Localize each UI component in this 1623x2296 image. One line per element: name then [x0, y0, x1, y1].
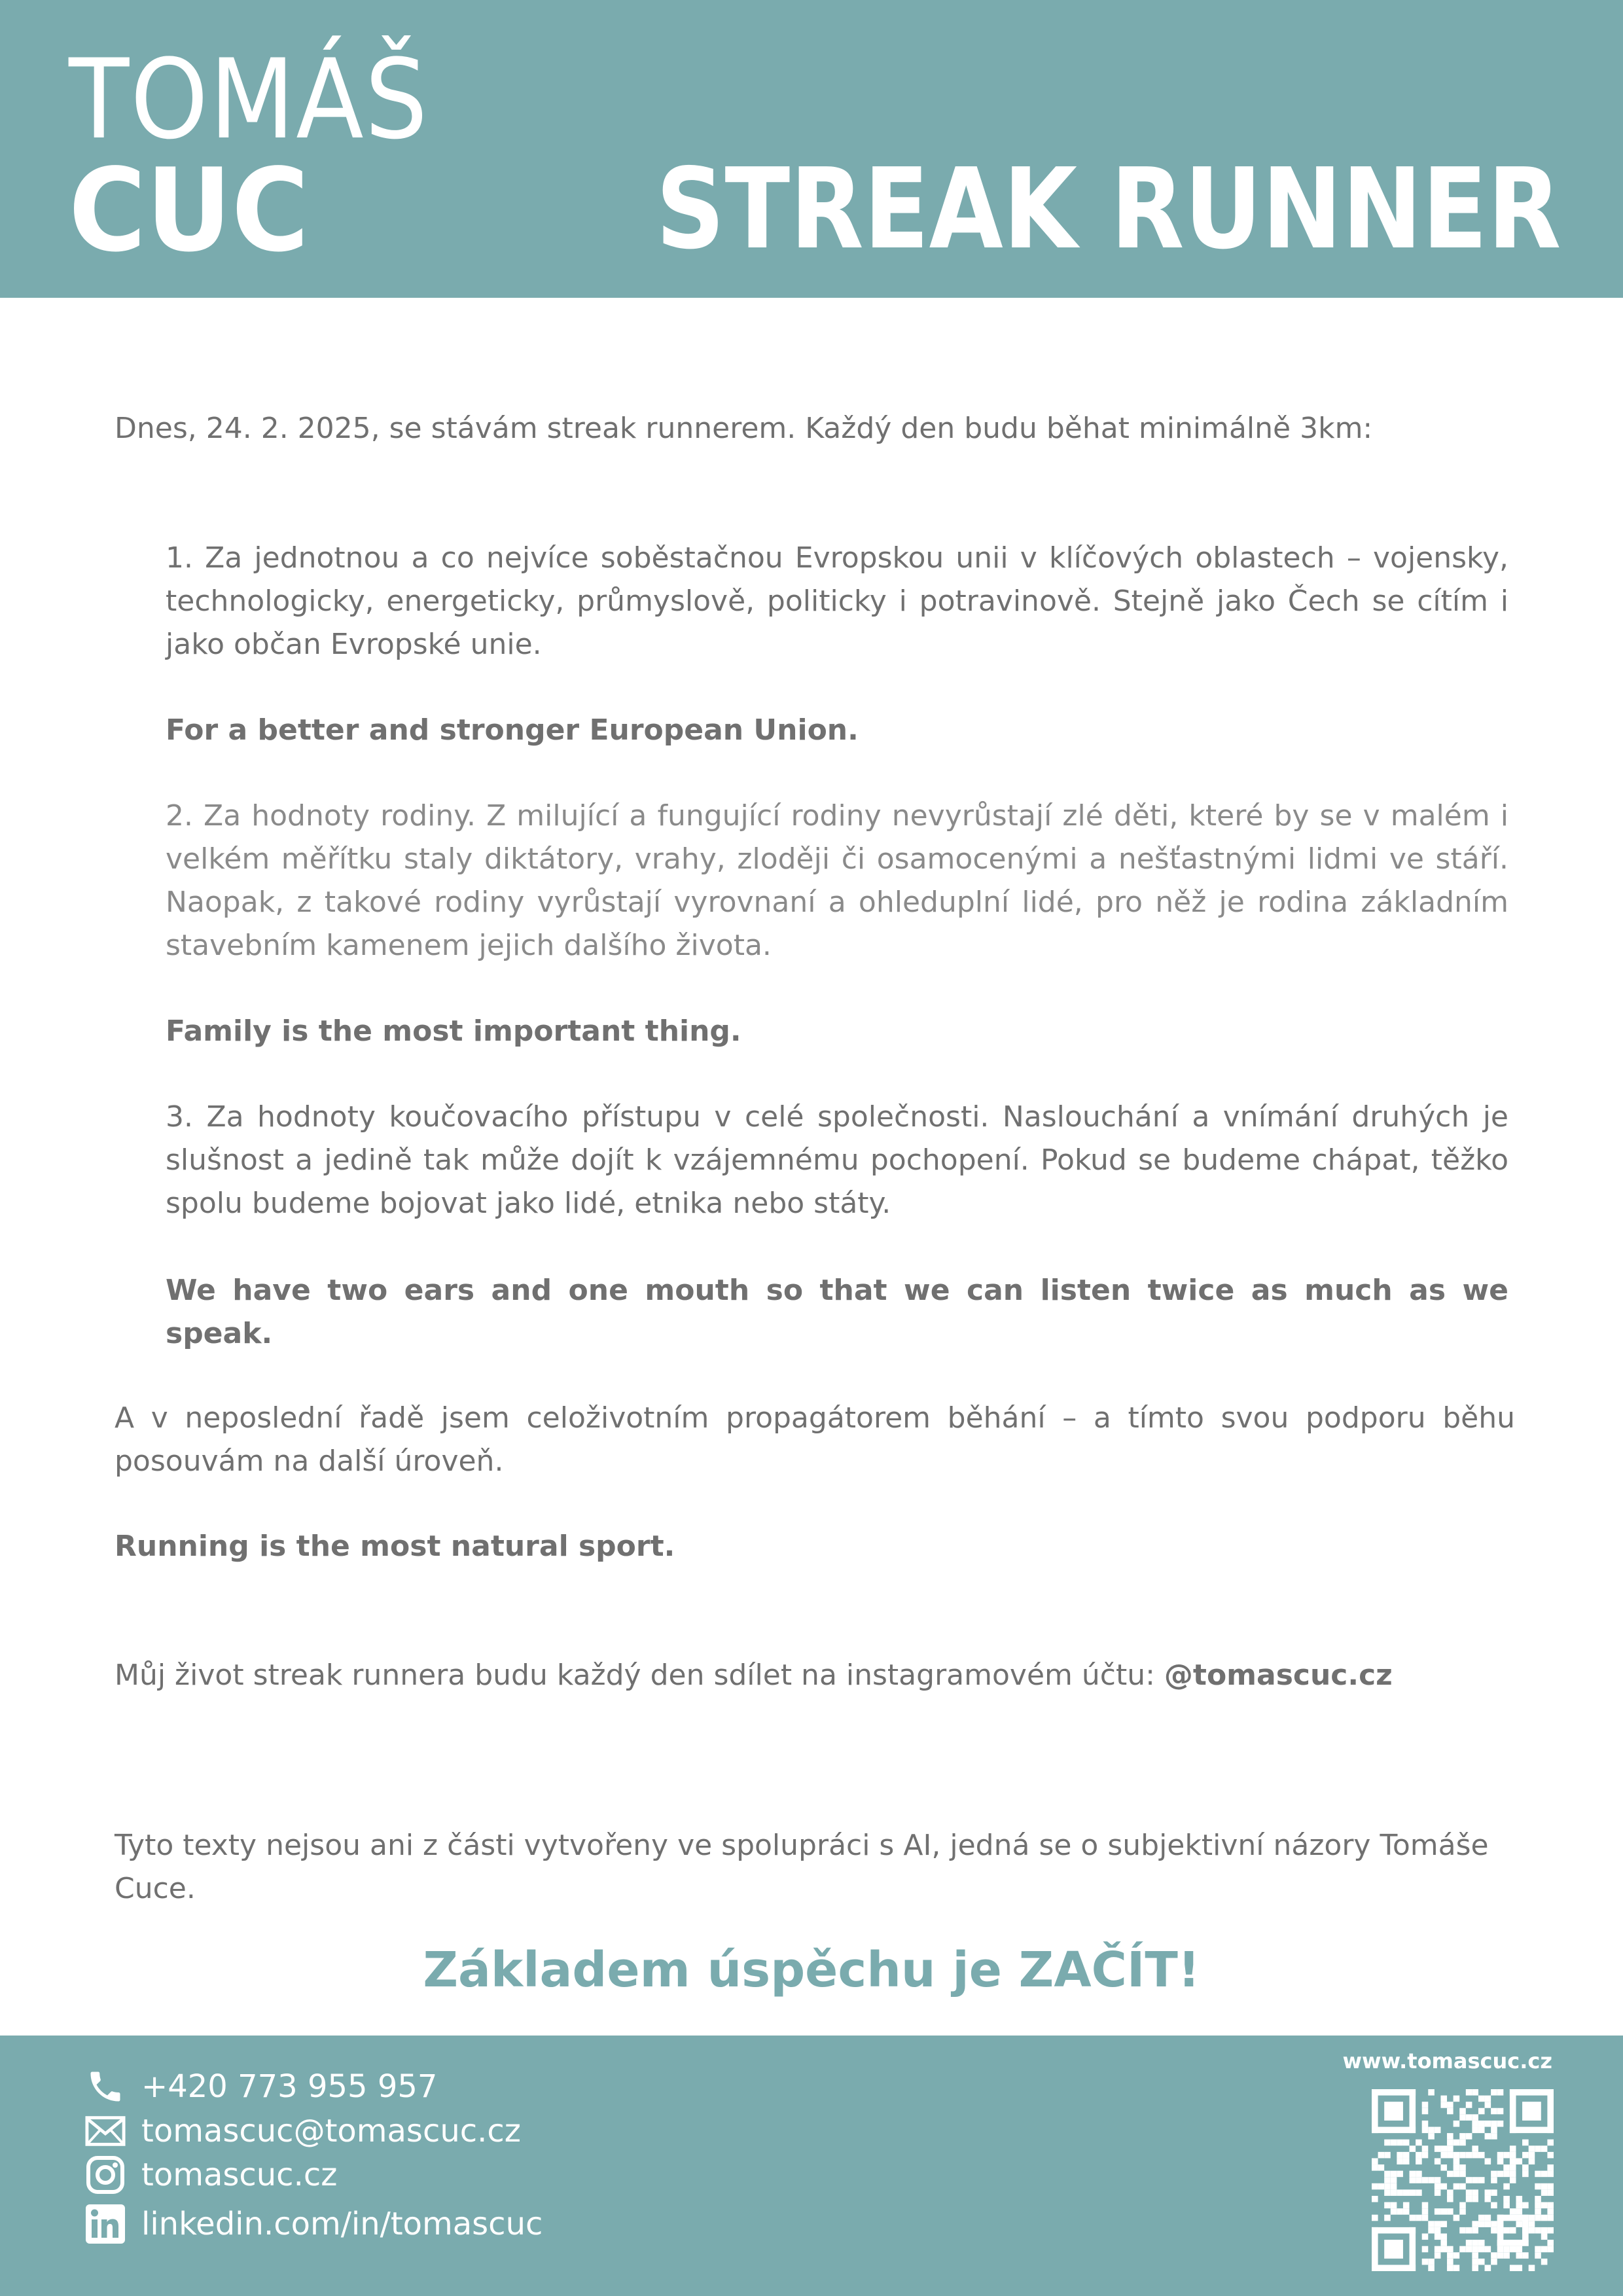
- point-1-text: 1. Za jednotnou a co nejvíce soběstačnou Evropskou unii v klíčových oblastech – vojensky, technologicky, energeticky, průmyslově, politicky i potravinově. Stejně jako Čech se cítím i jako občan Evropské unie.: [166, 541, 1508, 661]
- instagram-account: tomascuc.cz: [141, 2157, 338, 2193]
- running-motto: Running is the most natural sport.: [115, 1530, 675, 1563]
- linkedin-icon: [85, 2204, 126, 2244]
- website-url[interactable]: www.tomascuc.cz: [1342, 2049, 1552, 2073]
- contact-instagram[interactable]: [85, 2153, 337, 2197]
- instagram-paragraph: [115, 1654, 1515, 1697]
- linkedin-url: linkedin.com/in/tomascuc: [141, 2206, 543, 2242]
- running-paragraph: A v neposlední řadě jsem celoživotním propagátorem běhání – a tímto svou podporu běhu posouvám na další úroveň.: [115, 1401, 1515, 1478]
- point-3-motto: We have two ears and one mouth so that we can listen twice as much as we speak.: [166, 1274, 1508, 1350]
- contact-email[interactable]: [85, 2109, 521, 2153]
- envelope-icon: [85, 2111, 126, 2151]
- page-title: STREAK RUNNER: [655, 145, 1561, 274]
- phone-icon: [85, 2066, 126, 2107]
- author-first-name: TOMÁŠ: [69, 35, 429, 164]
- email-address: tomascuc@tomascuc.cz: [141, 2113, 521, 2149]
- disclaimer: Tyto texty nejsou ani z části vytvořeny ve spolupráci s AI, jedná se o subjektivní názory Tomáše Cuce.: [115, 1829, 1489, 1905]
- intro-paragraph: Dnes, 24. 2. 2025, se stávám streak runnerem. Každý den budu běhat minimálně 3km:: [115, 412, 1373, 445]
- author-last-name: CUC: [69, 145, 310, 278]
- instagram-handle[interactable]: @tomascuc.cz: [1164, 1659, 1393, 1692]
- header-banner: [0, 0, 1623, 298]
- qr-code: [1372, 2089, 1554, 2271]
- point-3-text: 3. Za hodnoty koučovacího přístupu v celé společnosti. Naslouchání a vnímání druhých je slušnost a jedině tak může dojít k vzájemnému pochopení. Pokud se budeme chápat, těžko spolu budeme bojovat jako lidé, etnika nebo státy.: [166, 1100, 1508, 1220]
- contact-linkedin[interactable]: [85, 2202, 543, 2246]
- point-2-motto: Family is the most important thing.: [166, 1014, 741, 1048]
- contact-phone[interactable]: [85, 2065, 437, 2108]
- point-1-motto: For a better and stronger European Union.: [166, 713, 859, 747]
- instagram-sentence: Můj život streak runnera budu každý den sdílet na instagramovém účtu:: [115, 1659, 1164, 1692]
- instagram-icon: [85, 2155, 126, 2195]
- slogan: Základem úspěchu je ZAČÍT!: [423, 1942, 1200, 1998]
- phone-number: +420 773 955 957: [141, 2068, 438, 2105]
- point-2-text: 2. Za hodnoty rodiny. Z milující a fungující rodiny nevyrůstají zlé děti, které by se v malém i velkém měřítku staly diktátory, vrahy, zloději či osamocenými a nešťastnými lidmi ve stáří. Naopak, z takové rodiny vyrůstají vyrovnaní a ohleduplní lidé, pro něž je rodina základním stavebním kamenem jejich dalšího života.: [166, 799, 1508, 962]
